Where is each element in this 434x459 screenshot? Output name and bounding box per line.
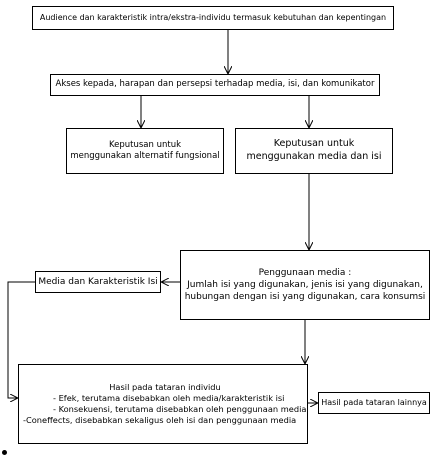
karakteristik-isi-box (35, 271, 161, 293)
hasil-individu-line-3: -Coneffects, disebabkan sekaligus oleh isi dan penggunaan media (23, 415, 297, 426)
hasil-lainnya-box (318, 392, 430, 414)
media-isi-box (235, 128, 393, 174)
penggunaan-media-box (180, 250, 430, 320)
alternatif-fungsional-box (66, 128, 224, 174)
hasil-individu-line-2: - Konsekuensi, terutama disebabkan oleh penggunaan media (53, 404, 307, 414)
penggunaan-line-3: hubungan dengan isi yang digunakan, cara konsumsi (184, 292, 426, 303)
audience-text: Audience dan karakteristik intra/ekstra-individu termasuk kebutuhan dan kepentingan (39, 12, 387, 22)
alternatif-line-2: menggunakan alternatif fungsional (70, 151, 220, 161)
hasil-individu-line-1: - Efek, terutama disebabkan oleh media/karakteristik isi (53, 392, 285, 403)
akses-box (50, 74, 380, 96)
penggunaan-line-1: Penggunaan media : (258, 267, 352, 278)
karakteristik-text: Media dan Karakteristik Isi (38, 276, 158, 287)
audience-box (32, 6, 394, 30)
media-isi-line-1: Keputusan untuk (273, 138, 355, 150)
hasil-individu-box (18, 364, 308, 444)
media-isi-line-2: menggunakan media dan isi (246, 151, 382, 162)
alternatif-line-1: Keputusan untuk (108, 139, 182, 150)
hasil-individu-title: Hasil pada tataran individu (109, 381, 221, 392)
akses-text: Akses kepada, harapan dan persepsi terhadap media, isi, dan komunikator (55, 79, 375, 90)
hasil-lainnya-text: Hasil pada tataran lainnya (321, 397, 427, 407)
penggunaan-line-2: Jumlah isi yang digunakan, jenis isi yang digunakan, (187, 279, 423, 290)
bullet-dot (2, 450, 7, 455)
